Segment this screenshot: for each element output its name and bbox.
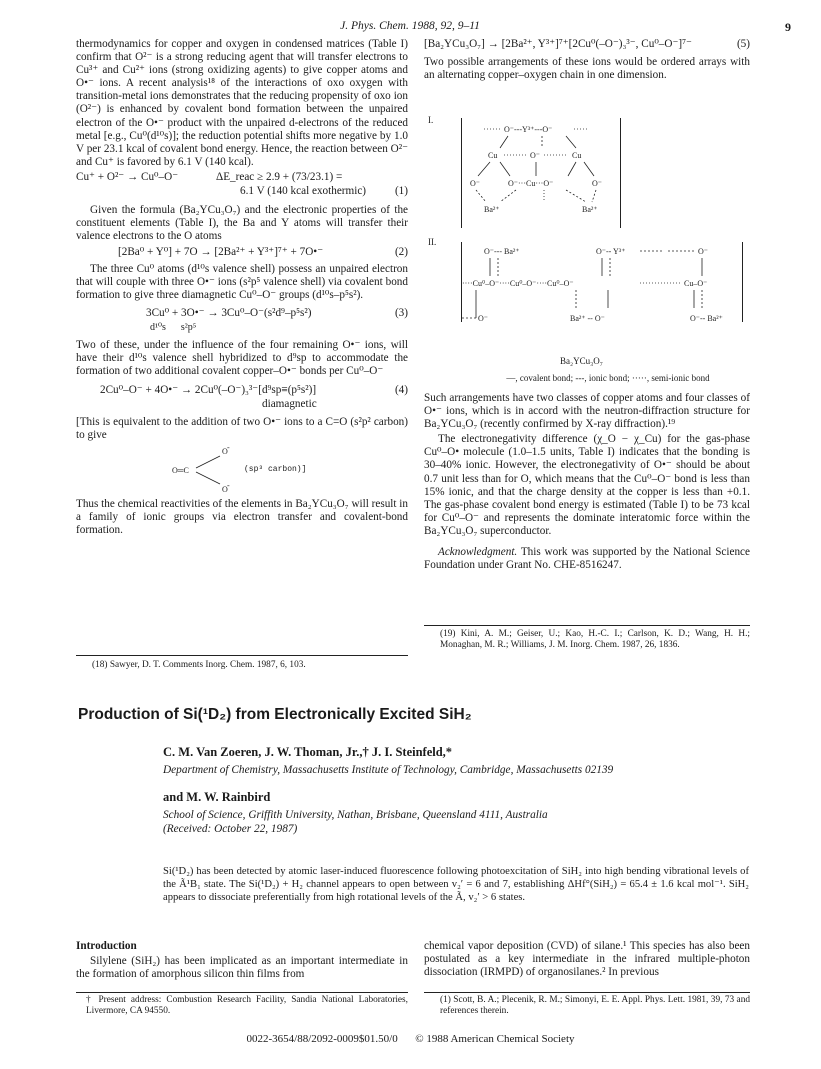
- bottom-left-footnote-rule: [76, 992, 408, 993]
- equation-3: [76, 307, 408, 321]
- equation-4-sub: [76, 398, 408, 412]
- d1-cu-left: Cu: [488, 151, 498, 160]
- equation-1-number: (1): [394, 184, 408, 197]
- d2-o-ba-left: O⁻--- Ba²⁺: [484, 247, 520, 256]
- d2-chain-left: ····Cu⁰–O⁻····Cu⁰–O⁻····Cu⁰–O⁻: [462, 279, 574, 288]
- d1-o-mid: O⁻: [530, 151, 540, 160]
- intro-right-text: chemical vapor deposition (CVD) of silane.¹ This species has also been postulated as a key intermediate in the infrared multiple-photon dissociation (IRMPD) of organosilanes.² In previous: [424, 940, 750, 979]
- d2-o-ba-bottom-right: O⁻-- Ba²⁺: [690, 314, 723, 323]
- left-paragraph-5: [This is equivalent to the addition of two O•⁻ ions to a C=O (s²p² carbon) to give: [76, 415, 408, 441]
- d2-o-y: O⁻-- Y³⁺: [596, 247, 626, 256]
- d1-cu-right: Cu: [572, 151, 582, 160]
- equation-1-continuation: 6.1 V (140 kcal exothermic): [240, 184, 367, 197]
- equation-5-text: [Ba₂YCu₃O₇] → [2Ba²⁺, Y³⁺]⁷⁺[2Cu⁰(–O⁻)₃³⁻, Cu⁰–O⁻]⁷⁻: [424, 38, 692, 50]
- received-date: (Received: October 22, 1987): [163, 823, 298, 835]
- right-paragraph-2: Such arrangements have two classes of copper atoms and four classes of O•⁻ ions, which is in accord with the neutron-diffraction structure for Ba₂YCu₃O₇ (recently confirmed by X-ray diffraction).¹⁹: [424, 392, 750, 431]
- d2-chain-right: Cu–O⁻: [684, 279, 708, 288]
- equation-1-right: ΔE_reac ≥ 2.9 + (73/23.1) =: [216, 170, 343, 183]
- d1-ba-right: Ba²⁺: [582, 205, 598, 214]
- formula-caption: Ba₂YCu₃O₇: [560, 356, 603, 366]
- equation-1-left: Cu⁺ + O²⁻ → Cu⁰–O⁻: [76, 170, 179, 183]
- d1-bond-2: [566, 136, 576, 148]
- footer: [0, 1033, 821, 1045]
- left-column: [76, 38, 408, 539]
- d1-ba-left: Ba²⁺: [484, 205, 500, 214]
- acknowledgment: [424, 546, 750, 572]
- journal-header: J. Phys. Chem. 1988, 92, 9–11: [340, 20, 480, 32]
- bond-top: [196, 456, 220, 468]
- d1-bond-6: [568, 162, 576, 176]
- abstract: Si(¹D₂) has been detected by atomic laser-induced fluorescence following photoexcitation of SiH₂ into high bending vibrational levels of the Ã¹B₁ state. The Si(¹D₂) + H₂ channel appears to open between v₂′ = 6 and 7, establishing ΔHf°(SiH₂) = 65.4 ± 1.6 kcal mol⁻¹. SiH₂ appears to dissociate preferentially from high rotational levels of the Ã, v₂′ > 6 states.: [163, 866, 749, 903]
- footnote-18: (18) Sawyer, D. T. Comments Inorg. Chem. 1987, 6, 103.: [92, 660, 306, 670]
- equation-2-number: (2): [394, 246, 408, 259]
- right-paragraph-1: Two possible arrangements of these ions would be ordered arrays with an alternating copper–oxygen chain in one dimension.: [424, 56, 750, 82]
- right-paragraph-3: The electronegativity difference (χ_O − χ_Cu) for the gas-phase Cu⁰–O• molecule (1.0–1.5 units, Table I) indicates that the bonding is 30–40% ionic. However, the electronegativity of O•⁻ should be about 0.7 unit less than for O, which means that the Cu⁰–O⁻ bond is less than 15% ionic, and that the charge density at the copper is less than +0.1. The gas-phase covalent bond energy is estimated (Table I) to be 73 kcal for Cu⁰–O⁻ and represents the dominate interatomic force within the Ba₂YCu₃O₇ superconductor.: [424, 433, 750, 537]
- left-paragraph-3: The three Cu⁰ atoms (d¹⁰s valence shell) possess an unpaired electron that will couple with three O•⁻ ions (s²p⁵ valence shell) via covalent bond formation to give three diamagnetic Cu⁰–O⁻ groups (d¹⁰s–p⁵s²).: [76, 263, 408, 302]
- d1-ionic-4: [566, 190, 586, 202]
- equation-3-subscripts: d¹⁰s s²p⁵: [150, 321, 197, 333]
- footnote-present-address: † Present address: Combustion Research Facility, Sandia National Laboratories, Livermore, CA 94550.: [86, 995, 408, 1016]
- left-paragraph-4: Two of these, under the influence of the four remaining O•⁻ ions, will have their d¹⁰s valence shell hybridized to d⁹sp to accommodate the formation of two additional covalent copper–O•⁻ bonds per Cu⁰–O⁻: [76, 338, 408, 377]
- affiliation-1: Department of Chemistry, Massachusetts Institute of Technology, Cambridge, Massachusetts 02139: [163, 764, 614, 776]
- intro-left-column: [76, 940, 408, 983]
- d2-o-bottom-left: O⁻: [478, 314, 488, 323]
- diagram-1: [462, 118, 622, 228]
- intro-left-text: Silylene (SiH₂) has been implicated as an important intermediate in the formation of amorphous silicon thin films from: [76, 955, 408, 981]
- equation-1-line2: [76, 185, 408, 199]
- diagram-2-right-border: [742, 242, 743, 322]
- footnote-19: (19) Kini, A. M.; Geiser, U.; Kao, H.-C. I.; Carlson, K. D.; Wang, H. H.; Monaghan, M. R.; Williams, J. M. Inorg. Chem. 1987, 26, 1836.: [440, 629, 750, 650]
- d2-o-top-right: O⁻: [698, 247, 708, 256]
- d1-ionic-2: [476, 190, 486, 202]
- intro-heading: Introduction: [76, 940, 137, 952]
- equation-4-number: (4): [394, 383, 408, 396]
- d1-bond-3: [478, 162, 490, 176]
- sp3-carbon-label: (sp³ carbon)]: [244, 464, 307, 474]
- d1-o-bottom-2: O⁻···Cu···O⁻: [508, 179, 554, 188]
- d1-o-top-left: O⁻---Y³⁺---O⁻: [504, 125, 553, 134]
- d2-ba-bottom: Ba²⁺ -- O⁻: [570, 314, 605, 323]
- acknowledgment-text: This work was supported by the National Science Foundation under Grant No. CHE-8516247.: [424, 546, 750, 572]
- oxygen-top-label: O: [222, 446, 228, 456]
- bond-legend: —, covalent bond; ---, ionic bond; ·····, semi-ionic bond: [506, 373, 710, 383]
- carbonate-structure: [76, 444, 408, 494]
- equation-2: [76, 246, 408, 260]
- d1-ionic-5: [592, 190, 596, 202]
- diagram-2: [462, 242, 742, 332]
- equation-1: [76, 171, 408, 185]
- footer-code: 0022-3654/88/2092-0009$01.50/0: [246, 1033, 398, 1045]
- oxygen-bottom-charge: -: [227, 480, 230, 490]
- equation-4: [76, 384, 408, 398]
- equation-4-diamagnetic: diamagnetic: [262, 397, 317, 410]
- d1-o-bottom-1: O⁻: [470, 179, 480, 188]
- bottom-right-footnote-rule: [424, 992, 750, 993]
- equation-3-number: (3): [394, 306, 408, 319]
- bond-bottom: [196, 472, 220, 484]
- oxygen-top-charge: -: [227, 443, 230, 452]
- left-paragraph-1: thermodynamics for copper and oxygen in condensed matrices (Table I) confirm that O²⁻ is a strong reducing agent that will transfer electrons to Cu³⁺ and Cu²⁺ ions (strong oxidizing agents) to give copper atoms and O•⁻ ions. A recent analysis¹⁸ of the interactions of oxo oxygen with transition-metal ions demonstrates that the reducing propensity of oxo ion (O²⁻) is enhanced by covalent bond formation between the unpaired electron of the O•⁻ product with the unpaired d-electrons of the reduced metal [e.g., Cu⁰(d¹⁰s)]; the reduction potential shifts more negative by 1.0 V per 23.1 kcal of covalent bond energy. Hence, the reaction between O²⁻ and Cu⁺ is favored by 6.1 V (140 kcal).: [76, 38, 408, 168]
- left-paragraph-6: Thus the chemical reactivities of the elements in Ba₂YCu₃O₇ will result in a family of ionic groups via electron transfer and covalent-bond formation.: [76, 497, 409, 537]
- right-column-lower: [424, 392, 750, 574]
- d1-o-bottom-3: O⁻: [592, 179, 602, 188]
- equation-5: [424, 38, 750, 52]
- authors-line-1: C. M. Van Zoeren, J. W. Thoman, Jr.,† J. I. Steinfeld,*: [163, 745, 453, 759]
- left-footnote-rule: [76, 655, 408, 656]
- equation-4-text: 2Cu⁰–O⁻ + 4O•⁻ → 2Cu⁰(–O⁻)₃³⁻[d⁹sp≡(p⁵s²)]: [100, 383, 317, 396]
- oxygen-bottom-label: O: [222, 484, 228, 494]
- right-column: [424, 38, 750, 84]
- equation-3-sub: [76, 321, 408, 335]
- authors-line-2: and M. W. Rainbird: [163, 790, 271, 804]
- affiliation-2: School of Science, Griffith University, Nathan, Brisbane, Queensland 4111, Australia: [163, 809, 548, 821]
- footnote-1: (1) Scott, B. A.; Plecenik, R. M.; Simonyi, E. E. Appl. Phys. Lett. 1981, 39, 73 and references therein.: [440, 995, 750, 1016]
- left-paragraph-2: Given the formula (Ba₂YCu₃O₇) and the electronic properties of the constituent elements (Table I), the Ba and Y atoms will transfer their valence electrons to the O atoms: [76, 203, 408, 243]
- d1-bond-7: [584, 162, 594, 176]
- diagram-1-label: I.: [428, 115, 434, 125]
- acknowledgment-label: Acknowledgment.: [438, 546, 518, 559]
- equation-3-text: 3Cu⁰ + 3O•⁻ → 3Cu⁰–O⁻(s²d⁹–p⁵s²): [146, 306, 312, 319]
- footer-copyright: © 1988 American Chemical Society: [415, 1033, 575, 1045]
- carbonyl-label: O═C: [172, 465, 189, 475]
- page-number: 9: [785, 20, 791, 34]
- d1-ionic-3: [500, 190, 516, 202]
- intro-right-column: [424, 940, 750, 981]
- right-footnote-rule: [424, 625, 750, 626]
- equation-5-number: (5): [736, 38, 750, 50]
- d1-bond-4: [500, 162, 510, 176]
- d1-bond-1: [500, 136, 508, 148]
- article-title: Production of Si(¹D₂) from Electronically Excited SiH₂: [78, 706, 472, 723]
- equation-2-text: [2Ba⁰ + Y⁰] + 7O → [2Ba²⁺ + Y³⁺]⁷⁺ + 7O•⁻: [118, 246, 324, 259]
- diagram-2-label: II.: [428, 237, 437, 247]
